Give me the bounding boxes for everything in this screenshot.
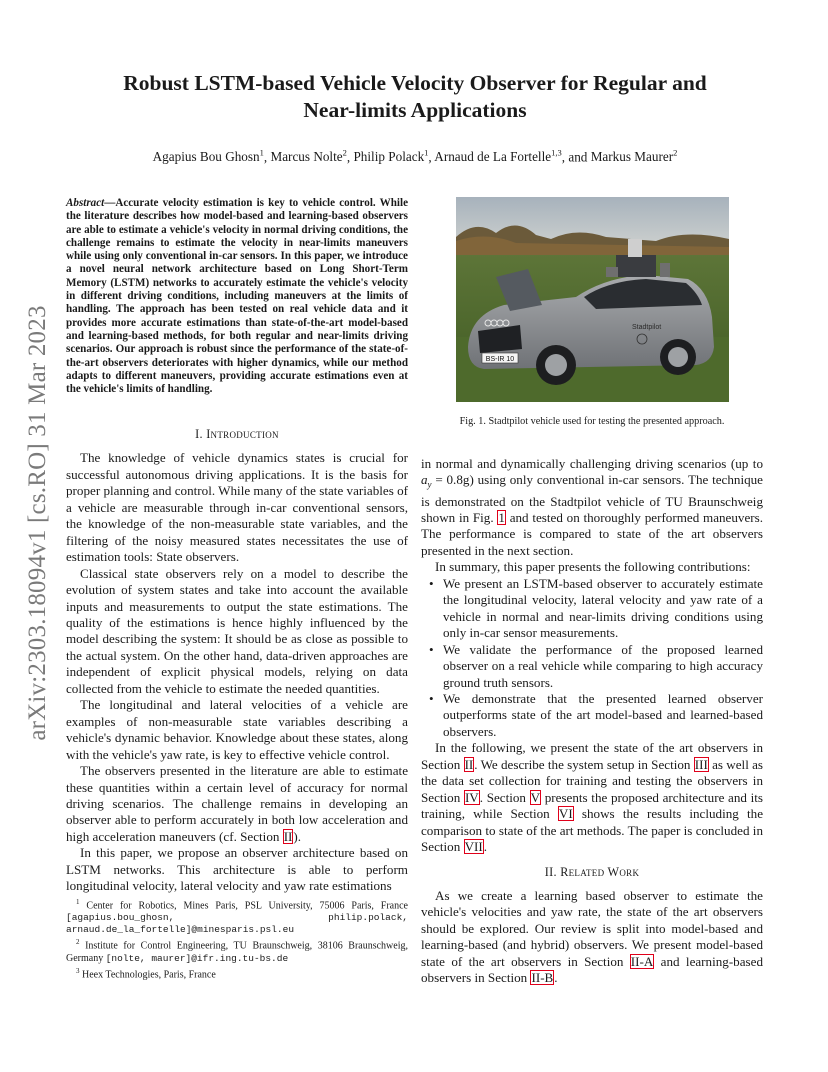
section-link-vii[interactable]: VII (464, 839, 483, 855)
right-paragraph-1: in normal and dynamically challenging driving scenarios (up to $a_y = 0.8g$) using only conventional in-car sensors. The technique is demonstrated on the Stadtpilot vehicle of TU Braunschweig shown in Fig. 1 and tested on thoroughly performed maneuvers. The performance is compared to state of the art observers presented in the next section. (421, 456, 763, 558)
figure-vehicle-photo (456, 197, 729, 402)
door-decal-text: Stadtpilot (632, 324, 662, 331)
right-column (421, 456, 763, 987)
footnote-3: $^3$ Heex Technologies, Paris, France (76, 966, 216, 980)
contribution-item: • We demonstrate that the presented learned observer outperforms state of the art model-based and learned-based observers. (443, 691, 763, 740)
section-link-ii-b[interactable]: II-B (531, 970, 554, 986)
section-heading-introduction: I. Introduction (195, 427, 279, 441)
intro-paragraph-1: The knowledge of vehicle dynamics states is crucial for successful autonomous driving applications. It is the basis for proper planning and control. While many of the state variables of a vehicle are measurable through in-car conventional sensors, the knowledge of the non-measurable state variables, and the filtering of the noisy measured states necessitates the use of estimation tools: State observers. (66, 450, 408, 565)
section-link-iii[interactable]: III (694, 756, 708, 772)
author-list: Agapius Bou Ghosn$^1$, Marcus Nolte$^2$, Philip Polack$^1$, Arnaud de La Fortelle$^{1,3}$, and Markus Maurer$^2$ (152, 148, 678, 165)
contribution-list (421, 576, 763, 741)
section-link-v[interactable]: V (530, 789, 541, 805)
contribution-item: • We validate the performance of the proposed learned observer on a real vehicle while comparing to high accuracy ground truth sensors. (443, 642, 763, 691)
section-link-ii[interactable]: II (283, 828, 293, 844)
vehicle-photo-illustration (456, 197, 729, 402)
section-link-iv[interactable]: IV (464, 789, 479, 805)
right-paragraph-3: In the following, we present the state of the art observers in Section II. We describe the system setup in Section III as well as the data set collection for training and testing the observers in Section IV. Section V presents the proposed architecture and its training, while Section VI shows the results including the comparison to state of the art methods. The paper is concluded in Section VII. (421, 740, 764, 855)
author: Arnaud de La Fortelle$^{1,3}$ (434, 148, 562, 165)
author: Philip Polack$^1$ (353, 148, 429, 165)
contribution-item: • We present an LSTM-based observer to accurately estimate the longitudinal velocity, lateral velocity and yaw rate of a vehicle in normal and near-limits driving conditions using only in-car sensor measurements. (443, 576, 763, 642)
author: Marcus Nolte$^2$ (270, 148, 347, 165)
abstract-label: Abstract (66, 197, 105, 209)
left-column (66, 426, 408, 895)
section-link-ii[interactable]: II (464, 756, 474, 772)
footnote-2: $^2$ Institute for Control Engineering, TU Braunschweig, 38106 Braunschweig, Germany [nolte, maurer]@ifr.ing.tu-bs.de (66, 938, 408, 964)
intro-paragraph-2: Classical state observers rely on a model to describe the evolution of system states and take into account the available inputs and measurements to output the state estimations. The quality of the estimations is hence highly influenced by the model describing the system: It should be as close as possible to the actual system. On the other hand, data-driven approaches are independent of explicit physical models, relying on data collected from the vehicle to estimate the needed quantities. (66, 565, 408, 696)
footnotes (66, 896, 408, 981)
intro-paragraph-5: In this paper, we propose an observer architecture based on LSTM networks. This architecture is able to perform longitudinal velocity, lateral velocity and yaw rate estimations (66, 845, 408, 894)
abstract-text: —Accurate velocity estimation is key to vehicle control. While the literature describes how model-based and learning-based observers are able to estimate a vehicle's velocity in normal driving conditions, the challenge remains to estimate the velocity in near-limits maneuvers while using only conventional in-car sensors. In this paper, we introduce a novel neural network architecture based on Long Short-Term Memory (LSTM) networks to accurately estimate the vehicle's velocity in different driving conditions, including maneuvers at the limits of handling. The approach has been tested on real vehicle data and it provides more accurate estimations than state-of-the-art model-based and learning-based methods, for both regular and near-limits driving scenarios. Our approach is robust since the performance of the state-of-the-art observers deteriorates with higher dynamics, while our method adapts to different maneuvers, providing accurate estimations even at the vehicle's limits of handling. (66, 197, 408, 396)
section-link-ii-a[interactable]: II-A (630, 953, 654, 969)
footnote-1: $^1$ Center for Robotics, Mines Paris, PSL University, 75006 Paris, France [agapius.bou_ghosn, philip.polack, arnaud.de_la_fortelle]@minesparis.psl.eu (66, 898, 408, 936)
license-plate-text: BS-IR 10 (485, 356, 515, 363)
figure-caption: Fig. 1. Stadtpilot vehicle used for testing the presented approach. (459, 416, 725, 427)
section-link-vi[interactable]: VI (558, 806, 573, 822)
arxiv-side-identifier (18, 285, 58, 760)
paper-title (70, 70, 760, 124)
figure-link-1[interactable]: 1 (498, 509, 505, 525)
abstract (66, 197, 408, 396)
intro-paragraph-3: The longitudinal and lateral velocities of a vehicle are examples of non-measurable state variables describing a vehicle's dynamic behavior. Knowledge about these states, along with the vehicle's yaw rate, is key to effective vehicle control. (66, 697, 408, 762)
title-line-2: Near-limits Applications (303, 98, 527, 122)
right-paragraph-4: As we create a learning based observer to estimate the vehicle's velocities and yaw rate, the state of the art observers should be explored. Our review is split into model-based and learning-based (and hybrid) observers. We present model-based state of the art observers in Section II-A and learning-based observers in Section II-B. (421, 887, 763, 986)
title-line-1: Robust LSTM-based Vehicle Velocity Observer for Regular and (123, 71, 707, 95)
intro-paragraph-4: The observers presented in the literature are able to estimate these quantities within a certain level of accuracy for normal driving scenarios. The challenge remains in developing an observer able to perform accurately in both low acceleration and high acceleration maneuvers (cf. Section II). (66, 763, 408, 844)
author: Markus Maurer$^2$ (590, 148, 678, 165)
arxiv-id-text: arXiv:2303.18094v1 [cs.RO] 31 Mar 2023 (24, 304, 51, 741)
right-paragraph-2: In summary, this paper presents the following contributions: (435, 559, 751, 575)
author: Agapius Bou Ghosn$^1$ (152, 148, 264, 165)
section-heading-related-work: II. Related Work (544, 865, 640, 880)
